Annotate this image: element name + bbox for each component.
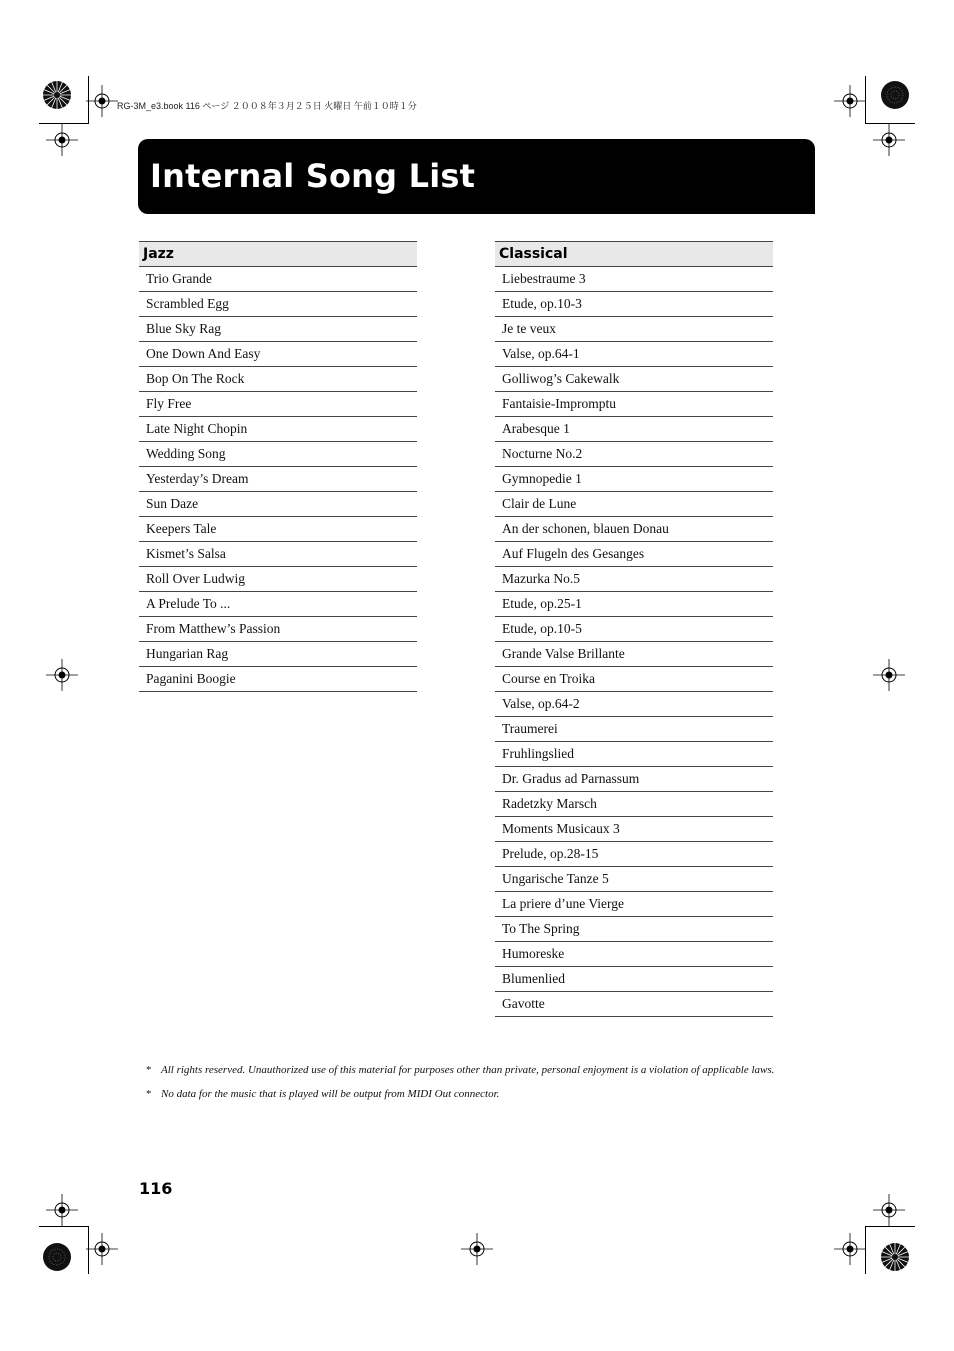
song-title: One Down And Easy <box>139 342 417 367</box>
table-row <box>139 667 417 692</box>
song-title: Dr. Gradus ad Parnassum <box>495 767 773 792</box>
song-title: Sun Daze <box>139 492 417 517</box>
table-row <box>495 867 773 892</box>
classical-song-table <box>495 241 773 1017</box>
table-row <box>495 642 773 667</box>
table-row <box>139 617 417 642</box>
table-row <box>495 492 773 517</box>
table-row <box>495 317 773 342</box>
song-title: Grande Valse Brillante <box>495 642 773 667</box>
song-title: To The Spring <box>495 917 773 942</box>
song-title: Fantaisie-Impromptu <box>495 392 773 417</box>
table-row <box>495 292 773 317</box>
song-title: Arabesque 1 <box>495 417 773 442</box>
jazz-heading: Jazz <box>139 242 417 267</box>
table-row <box>495 267 773 292</box>
song-title: Gymnopedie 1 <box>495 467 773 492</box>
song-title: Clair de Lune <box>495 492 773 517</box>
song-title: Hungarian Rag <box>139 642 417 667</box>
table-row <box>139 292 417 317</box>
table-row <box>495 717 773 742</box>
footnote-text: All rights reserved. Unauthorized use of this material for purposes other than private, personal enjoyment is a violation of applicable laws. <box>161 1064 775 1076</box>
table-row <box>495 967 773 992</box>
table-row <box>495 942 773 967</box>
table-row <box>495 542 773 567</box>
song-title: Yesterday’s Dream <box>139 467 417 492</box>
table-row <box>495 692 773 717</box>
table-row <box>139 642 417 667</box>
song-title: From Matthew’s Passion <box>139 617 417 642</box>
song-title: Traumerei <box>495 717 773 742</box>
table-row <box>495 592 773 617</box>
print-header: RG-3M_e3.book 116 ページ ２００８年３月２５日 火曜日 午前１０時１分 <box>117 101 417 111</box>
song-title: Keepers Tale <box>139 517 417 542</box>
registration-mark-icon <box>46 659 78 691</box>
table-row <box>495 917 773 942</box>
table-row <box>139 542 417 567</box>
registration-mark-icon <box>834 1233 866 1265</box>
registration-mark-icon <box>461 1233 493 1265</box>
song-title: Course en Troika <box>495 667 773 692</box>
song-title: Moments Musicaux 3 <box>495 817 773 842</box>
song-title: Valse, op.64-2 <box>495 692 773 717</box>
table-row <box>495 617 773 642</box>
table-row <box>495 467 773 492</box>
song-title: An der schonen, blauen Donau <box>495 517 773 542</box>
song-title: Scrambled Egg <box>139 292 417 317</box>
jazz-song-list <box>139 267 417 692</box>
table-row <box>495 342 773 367</box>
footnote-marker: * <box>146 1088 152 1100</box>
registration-mark-icon <box>834 85 866 117</box>
song-title: Roll Over Ludwig <box>139 567 417 592</box>
table-row <box>139 442 417 467</box>
table-row <box>495 367 773 392</box>
footnote-rights <box>146 1064 774 1076</box>
song-title: Trio Grande <box>139 267 417 292</box>
table-row <box>495 842 773 867</box>
registration-mark-icon <box>46 124 78 156</box>
table-row <box>495 767 773 792</box>
table-row <box>495 392 773 417</box>
table-row <box>139 417 417 442</box>
song-title: Wedding Song <box>139 442 417 467</box>
song-title: Blumenlied <box>495 967 773 992</box>
table-row <box>495 792 773 817</box>
footnote-midi <box>146 1088 499 1100</box>
song-title: La priere d’une Vierge <box>495 892 773 917</box>
table-row <box>139 367 417 392</box>
footnote-text: No data for the music that is played will be output from MIDI Out connector. <box>161 1088 500 1100</box>
table-row <box>139 592 417 617</box>
registration-mark-icon <box>873 1194 905 1226</box>
song-title: Je te veux <box>495 317 773 342</box>
song-title: Fruhlingslied <box>495 742 773 767</box>
song-title: Paganini Boogie <box>139 667 417 692</box>
table-row <box>139 317 417 342</box>
solid-target-icon <box>42 1242 72 1272</box>
title-banner <box>138 139 815 214</box>
song-title: Valse, op.64-1 <box>495 342 773 367</box>
registration-mark-icon <box>46 1194 78 1226</box>
starburst-target-icon <box>42 80 72 110</box>
registration-mark-icon <box>873 659 905 691</box>
table-row <box>495 417 773 442</box>
table-row <box>495 892 773 917</box>
trim-line <box>39 1226 89 1227</box>
solid-target-icon <box>880 80 910 110</box>
classical-song-list <box>495 267 773 1017</box>
song-title: Humoreske <box>495 942 773 967</box>
song-title: A Prelude To ... <box>139 592 417 617</box>
registration-mark-icon <box>86 85 118 117</box>
table-row <box>495 742 773 767</box>
song-title: Ungarische Tanze 5 <box>495 867 773 892</box>
page-number: 116 <box>139 1179 173 1198</box>
song-title: Mazurka No.5 <box>495 567 773 592</box>
table-row <box>495 567 773 592</box>
table-row <box>495 992 773 1017</box>
trim-line <box>865 1226 915 1227</box>
table-row <box>139 267 417 292</box>
table-row <box>495 442 773 467</box>
table-row <box>139 492 417 517</box>
song-title: Kismet’s Salsa <box>139 542 417 567</box>
table-row <box>495 517 773 542</box>
table-row <box>139 342 417 367</box>
song-title: Fly Free <box>139 392 417 417</box>
table-row <box>495 667 773 692</box>
song-title: Nocturne No.2 <box>495 442 773 467</box>
table-row <box>139 467 417 492</box>
table-row <box>139 567 417 592</box>
song-title: Etude, op.10-5 <box>495 617 773 642</box>
jazz-song-table <box>139 241 417 692</box>
page-title: Internal Song List <box>150 157 476 195</box>
song-title: Golliwog’s Cakewalk <box>495 367 773 392</box>
starburst-target-icon <box>880 1242 910 1272</box>
registration-mark-icon <box>873 124 905 156</box>
song-title: Radetzky Marsch <box>495 792 773 817</box>
table-row <box>139 392 417 417</box>
song-title: Late Night Chopin <box>139 417 417 442</box>
song-title: Etude, op.10-3 <box>495 292 773 317</box>
table-row <box>139 517 417 542</box>
song-title: Auf Flugeln des Gesanges <box>495 542 773 567</box>
classical-heading: Classical <box>495 242 773 267</box>
song-title: Bop On The Rock <box>139 367 417 392</box>
song-title: Etude, op.25-1 <box>495 592 773 617</box>
registration-mark-icon <box>86 1233 118 1265</box>
song-title: Liebestraume 3 <box>495 267 773 292</box>
footnote-marker: * <box>146 1064 152 1076</box>
table-row <box>495 817 773 842</box>
song-title: Gavotte <box>495 992 773 1017</box>
song-title: Prelude, op.28-15 <box>495 842 773 867</box>
song-title: Blue Sky Rag <box>139 317 417 342</box>
